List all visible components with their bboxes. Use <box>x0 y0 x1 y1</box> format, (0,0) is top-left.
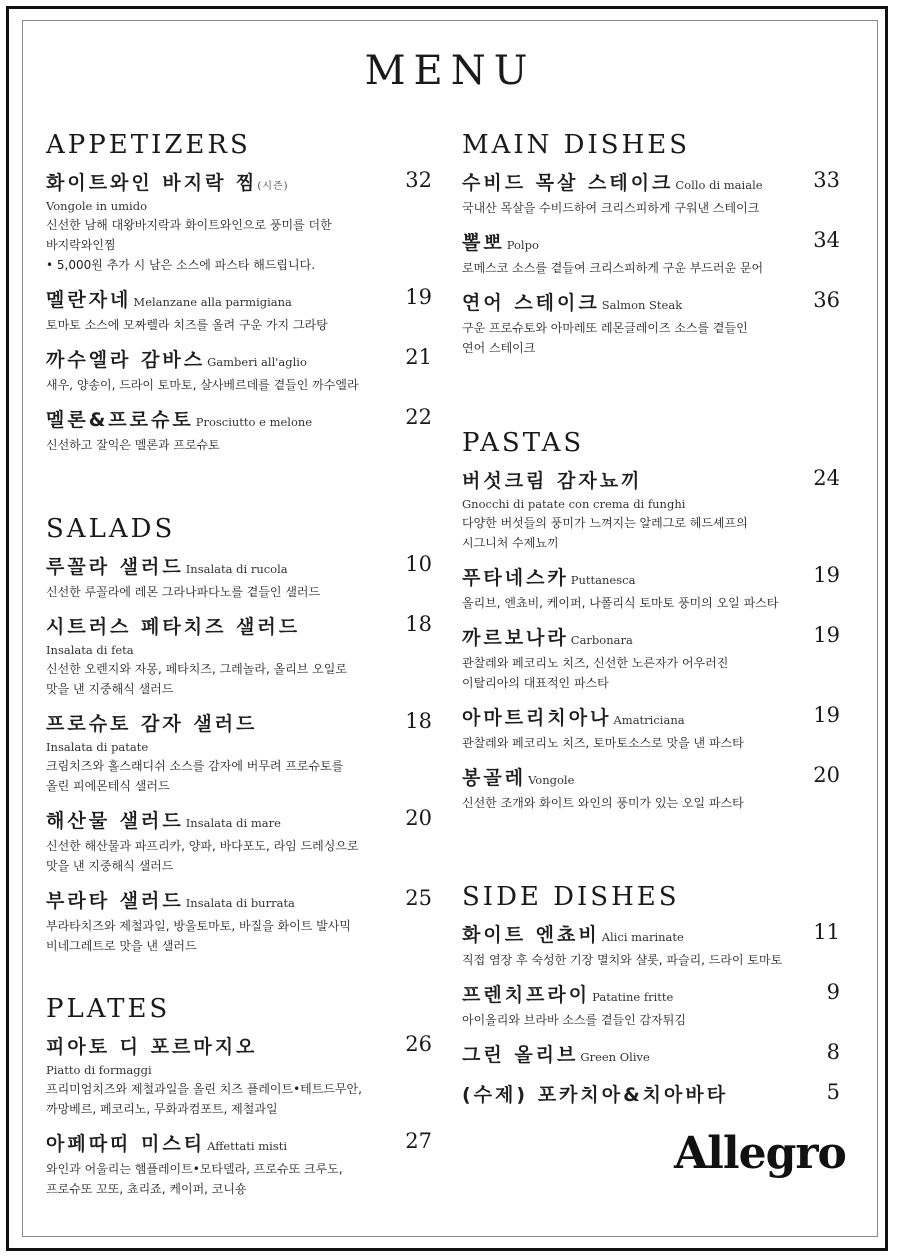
menu-item-description: 신선한 루꼴라에 레몬 그라나파다노를 곁들인 샐러드 <box>46 585 321 599</box>
menu-item <box>46 285 436 335</box>
plates-section <box>46 992 436 1209</box>
menu-item-italian-name: Insalata di patate <box>46 740 149 754</box>
main-dishes-section <box>462 128 844 368</box>
menu-item <box>462 1040 844 1070</box>
menu-item-description: 직접 염장 후 숙성한 기장 멸치와 샬롯, 파슬리, 드라이 토마토 <box>462 953 783 967</box>
menu-item <box>46 806 436 876</box>
menu-item <box>462 703 844 753</box>
menu-item-italian-name: Salmon Steak <box>601 298 683 312</box>
menu-item-korean-name: 프로슈토 감자 샐러드 <box>46 713 258 735</box>
menu-item-name-row <box>46 886 436 916</box>
menu-item-price: 19 <box>813 703 840 727</box>
menu-item-korean-name: 버섯크림 감자뇨끼 <box>462 470 643 492</box>
menu-item-name-row <box>462 980 844 1010</box>
menu-item <box>46 552 436 602</box>
menu-item-name-row <box>46 612 436 642</box>
menu-item-description: 아이올리와 브라바 소스를 곁들인 감자튀김 <box>462 1013 686 1027</box>
menu-item-price: 22 <box>405 405 432 429</box>
menu-item-korean-name: 멜론&프로슈토 <box>46 409 194 431</box>
menu-item-korean-name: 화이트와인 바지락 찜 <box>46 172 258 194</box>
menu-item-description: 맛을 낸 지중해식 샐러드 <box>46 859 174 873</box>
menu-item <box>462 623 844 693</box>
section-title: SALADS <box>46 514 176 544</box>
menu-item-name-row <box>46 168 436 198</box>
menu-item-korean-name: (수제) 포카치아&치아바타 <box>462 1084 729 1106</box>
menu-item-italian-name: Prosciutto e melone <box>195 415 313 429</box>
menu-item-italian-name: Insalata di feta <box>46 643 134 657</box>
menu-item <box>46 405 436 455</box>
menu-item <box>462 980 844 1030</box>
menu-item <box>46 1129 436 1199</box>
menu-item-price: 19 <box>813 563 840 587</box>
menu-item-price: 19 <box>405 285 432 309</box>
menu-item-name-row <box>462 563 844 593</box>
menu-item-name-row <box>462 288 844 318</box>
menu-item-italian-name: Collo di maiale <box>675 178 763 192</box>
menu-item-name-row <box>46 1129 436 1159</box>
menu-item-italian-name: Green Olive <box>580 1050 650 1064</box>
menu-item-italian-name: Alici marinate <box>601 930 684 944</box>
menu-item-name-row <box>462 168 844 198</box>
menu-item <box>462 288 844 358</box>
menu-item-description: 토마토 소스에 모짜렐라 치즈를 올려 구운 가지 그라탕 <box>46 318 328 332</box>
menu-item-name-row <box>46 1032 436 1062</box>
menu-item-description: 와인과 어울리는 햄플레이트•모타델라, 프로슈또 크루도, <box>46 1162 343 1176</box>
menu-item-note: (시즌) <box>257 181 289 192</box>
menu-item-korean-name: 피아토 디 포르마지오 <box>46 1036 258 1058</box>
menu-item-name-row <box>462 623 844 653</box>
menu-item-description: 연어 스테이크 <box>462 341 536 355</box>
menu-item-name-row <box>462 1080 844 1110</box>
menu-item-description: 관찰레와 페코리노 치즈, 토마토소스로 맛을 낸 파스타 <box>462 736 744 750</box>
appetizers-section <box>46 128 436 465</box>
menu-item-korean-name: 부라타 샐러드 <box>46 890 184 912</box>
menu-item-description: 신선한 조개와 화이트 와인의 풍미가 있는 오일 파스타 <box>462 796 744 810</box>
menu-item-korean-name: 까수엘라 감바스 <box>46 349 206 371</box>
menu-item-italian-name: Vongole <box>528 773 575 787</box>
menu-item-name-row <box>46 709 436 739</box>
menu-item-description: 신선한 해산물과 파프리카, 양파, 바다포도, 라임 드레싱으로 <box>46 839 359 853</box>
menu-item-description: 바지락와인찜 <box>46 238 116 252</box>
menu-item-description: 국내산 목살을 수비드하여 크리스피하게 구워낸 스테이크 <box>462 201 760 215</box>
menu-item <box>462 168 844 218</box>
menu-item-price: 11 <box>813 920 840 944</box>
menu-item-price: 26 <box>405 1032 432 1056</box>
menu-item-price: 5 <box>826 1080 840 1104</box>
menu-item-price: 8 <box>826 1040 840 1064</box>
menu-item <box>46 345 436 395</box>
menu-item <box>46 1032 436 1119</box>
menu-item-description: 구운 프로슈토와 아마레또 레몬글레이즈 소스를 곁들인 <box>462 321 748 335</box>
menu-item-korean-name: 봉골레 <box>462 767 527 789</box>
menu-item-korean-name: 연어 스테이크 <box>462 292 600 314</box>
menu-item-price: 33 <box>813 168 840 192</box>
menu-item-name-row <box>46 345 436 375</box>
menu-item-italian-name: Melanzane alla parmigiana <box>133 295 292 309</box>
menu-item <box>462 1080 844 1110</box>
menu-item-korean-name: 푸타네스카 <box>462 567 569 589</box>
menu-item-description: • 5,000원 추가 시 남은 소스에 파스타 해드립니다. <box>46 258 316 272</box>
menu-item-name-row <box>462 763 844 793</box>
menu-title: MENU <box>364 48 536 94</box>
section-title: PLATES <box>46 994 171 1024</box>
menu-item-korean-name: 루꼴라 샐러드 <box>46 556 184 578</box>
menu-item-description: 올린 피에몬테식 샐러드 <box>46 779 170 793</box>
menu-item-name-row <box>462 228 844 258</box>
section-title: SIDE DISHES <box>462 882 680 912</box>
menu-item-korean-name: 프렌치프라이 <box>462 984 591 1006</box>
menu-item-italian-name: Insalata di rucola <box>185 562 288 576</box>
menu-item-korean-name: 뽈뽀 <box>462 232 505 254</box>
menu-item-korean-name: 멜란자네 <box>46 289 132 311</box>
menu-item-korean-name: 그린 올리브 <box>462 1044 579 1066</box>
allegro-logo: Allegro <box>674 1128 846 1179</box>
menu-item-name-row <box>46 405 436 435</box>
menu-item-description: 관찰레와 페코리노 치즈, 신선한 노른자가 어우러진 <box>462 656 729 670</box>
menu-item-price: 21 <box>405 345 432 369</box>
pastas-section <box>462 426 844 823</box>
menu-item-price: 20 <box>813 763 840 787</box>
menu-item-description: 크림치즈와 홀스래디쉬 소스를 감자에 버무려 프로슈토를 <box>46 759 344 773</box>
menu-item-price: 34 <box>813 228 840 252</box>
menu-item-description: 비네그레트로 맛을 낸 샐러드 <box>46 939 197 953</box>
menu-item-description: 부라타치즈와 제철과일, 방울토마토, 바질을 화이트 발사믹 <box>46 919 351 933</box>
section-title: PASTAS <box>462 428 585 458</box>
menu-item-price: 9 <box>826 980 840 1004</box>
menu-item-italian-name: Carbonara <box>570 633 633 647</box>
menu-item-korean-name: 까르보나라 <box>462 627 569 649</box>
side-dishes-section <box>462 880 844 1120</box>
section-title: APPETIZERS <box>46 130 251 160</box>
menu-item-italian-name: Amatriciana <box>613 713 685 727</box>
menu-item-korean-name: 해산물 샐러드 <box>46 810 184 832</box>
menu-item-description: 까망베르, 페코리노, 무화과컴포트, 제철과일 <box>46 1102 278 1116</box>
menu-item-korean-name: 수비드 목살 스테이크 <box>462 172 674 194</box>
menu-item-price: 18 <box>405 709 432 733</box>
menu-item-price: 36 <box>813 288 840 312</box>
menu-item-description: 프리미엄치즈와 제철과일을 올린 치즈 플레이트•테트드무안, <box>46 1082 362 1096</box>
menu-item-description: 새우, 양송이, 드라이 토마토, 살사베르데를 곁들인 까수엘라 <box>46 378 359 392</box>
menu-item-description: 시그니처 수제뇨끼 <box>462 536 559 550</box>
menu-item-description: 로메스코 소스를 곁들여 크리스피하게 구운 부드러운 문어 <box>462 261 764 275</box>
menu-item-price: 24 <box>813 466 840 490</box>
menu-item-description: 다양한 버섯들의 풍미가 느껴지는 알레그로 헤드셰프의 <box>462 516 748 530</box>
menu-item-korean-name: 아페따띠 미스티 <box>46 1133 206 1155</box>
menu-item-price: 10 <box>405 552 432 576</box>
menu-item <box>462 466 844 553</box>
menu-item-italian-name: Vongole in umido <box>46 199 148 213</box>
menu-item-korean-name: 화이트 엔쵸비 <box>462 924 600 946</box>
menu-item-description: 맛을 낸 지중해식 샐러드 <box>46 682 174 696</box>
menu-item <box>46 886 436 956</box>
menu-item-price: 27 <box>405 1129 432 1153</box>
menu-item-korean-name: 시트러스 페타치즈 샐러드 <box>46 616 301 638</box>
menu-item-description: 이탈리아의 대표적인 파스타 <box>462 676 609 690</box>
menu-item <box>46 709 436 796</box>
menu-item-price: 18 <box>405 612 432 636</box>
menu-item-name-row <box>462 1040 844 1070</box>
menu-item-price: 20 <box>405 806 432 830</box>
menu-item <box>462 563 844 613</box>
menu-item-description: 올리브, 엔쵸비, 케이퍼, 나폴리식 토마토 풍미의 오일 파스타 <box>462 596 779 610</box>
menu-item-price: 32 <box>405 168 432 192</box>
menu-item-price: 19 <box>813 623 840 647</box>
menu-item-name-row <box>46 552 436 582</box>
menu-item-name-row <box>462 703 844 733</box>
menu-item-name-row <box>46 806 436 836</box>
menu-item-name-row <box>462 466 844 496</box>
menu-item-name-row <box>462 920 844 950</box>
menu-item-description: 신선하고 잘익은 멜론과 프로슈토 <box>46 438 220 452</box>
menu-item-italian-name: Puttanesca <box>570 573 636 587</box>
menu-item-italian-name: Insalata di burrata <box>185 896 295 910</box>
menu-item-italian-name: Piatto di formaggi <box>46 1063 152 1077</box>
menu-item <box>462 763 844 813</box>
menu-item-italian-name: Insalata di mare <box>185 816 281 830</box>
menu-item-italian-name: Gnocchi di patate con crema di funghi <box>462 497 686 511</box>
menu-item-description: 프로슈또 꼬또, 쵸리죠, 케이퍼, 코니숑 <box>46 1182 247 1196</box>
menu-item-italian-name: Polpo <box>506 238 539 252</box>
menu-item-price: 25 <box>405 886 432 910</box>
menu-item-korean-name: 아마트리치아나 <box>462 707 612 729</box>
section-title: MAIN DISHES <box>462 130 691 160</box>
menu-item-italian-name: Patatine fritte <box>592 990 674 1004</box>
salads-section <box>46 512 436 966</box>
menu-item <box>46 168 436 275</box>
menu-item-description: 신선한 남해 대왕바지락과 화이트와인으로 풍미를 더한 <box>46 218 332 232</box>
menu-item <box>462 228 844 278</box>
menu-item-italian-name: Gamberi all'aglio <box>207 355 307 369</box>
menu-item-italian-name: Affettati misti <box>207 1139 288 1153</box>
menu-item-description: 신선한 오렌지와 자몽, 페타치즈, 그레놀라, 올리브 오일로 <box>46 662 347 676</box>
menu-item-name-row <box>46 285 436 315</box>
menu-item <box>462 920 844 970</box>
menu-item <box>46 612 436 699</box>
